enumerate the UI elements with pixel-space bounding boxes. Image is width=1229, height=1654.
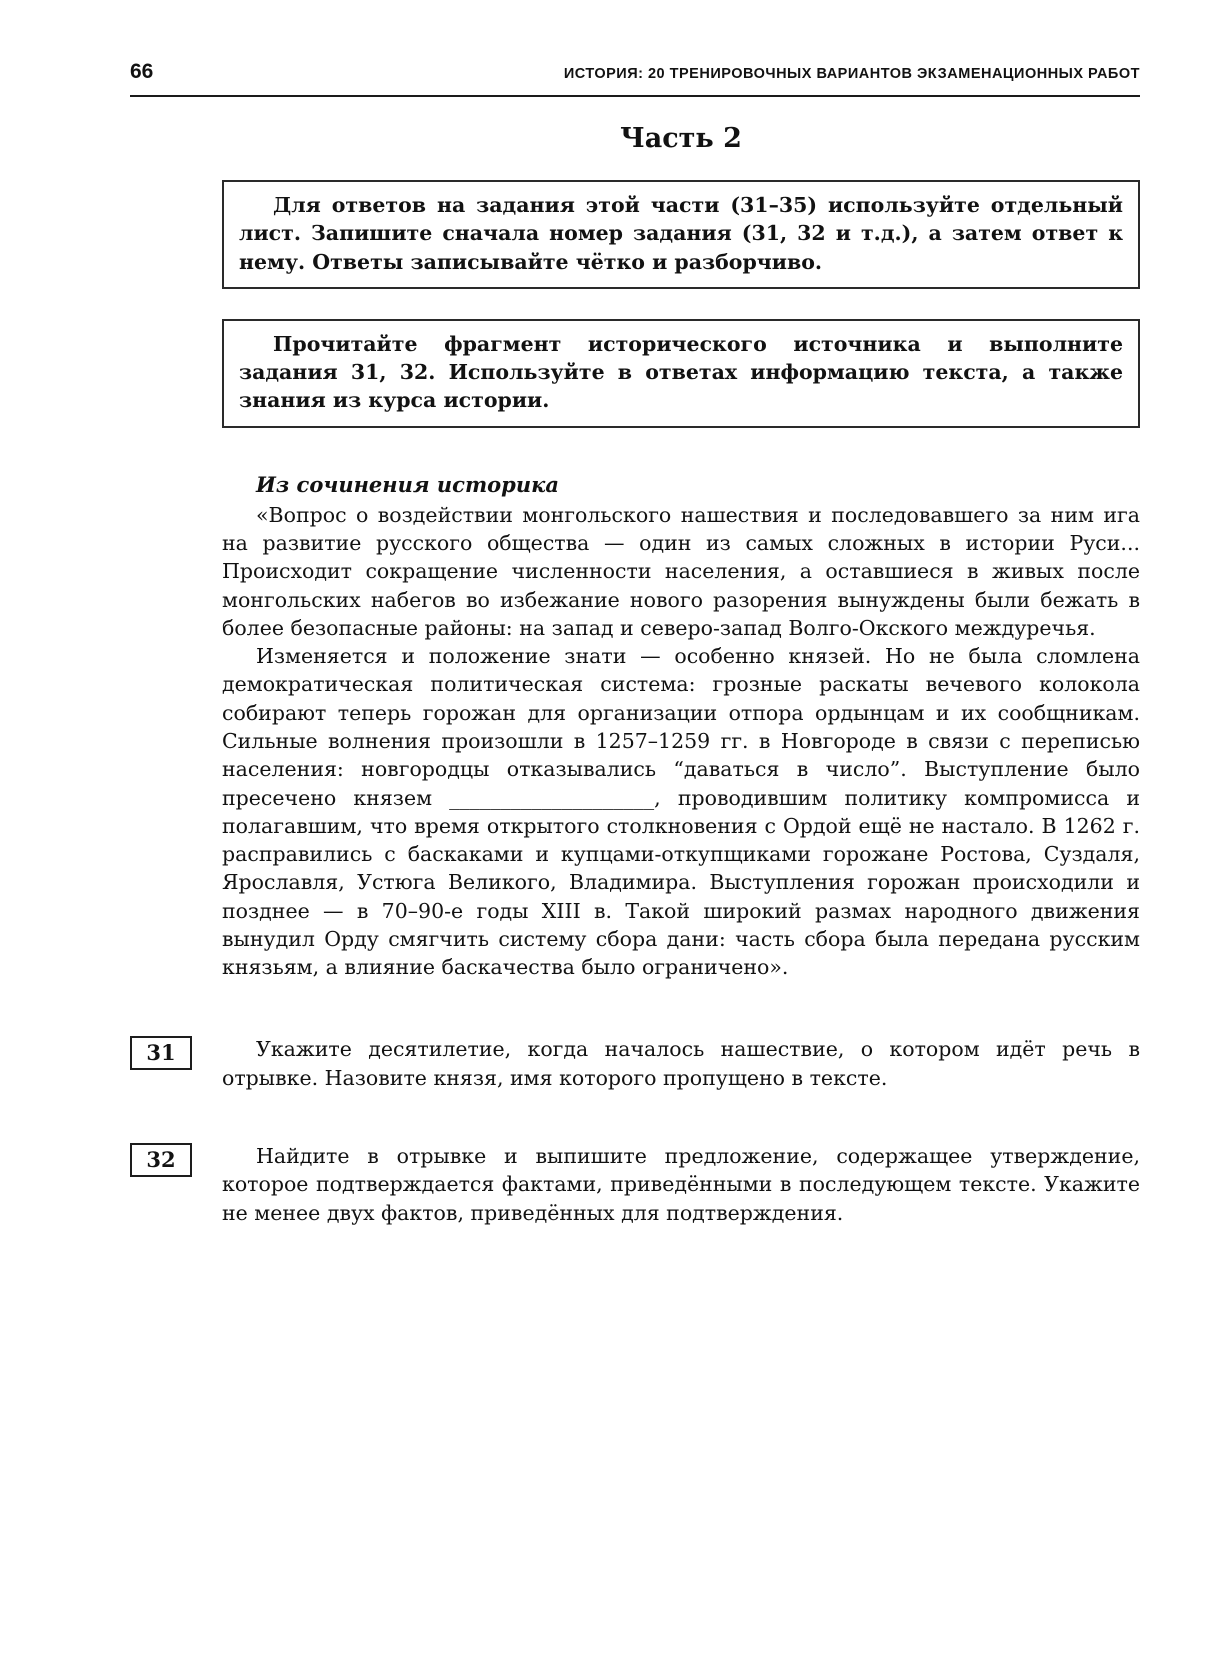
task-32-number-box bbox=[130, 1143, 192, 1177]
main-content bbox=[222, 123, 1140, 981]
source-paragraph-2: Изменяется и положение знати — особенно князей. Но не была сломлена демократическая политическая система: грозные раскаты вечевого колокола собирают теперь горожан для организации отпора ордынцам и их сообщникам. Сильные волнения произошли в 1257–1259 гг. в Новгороде в связи с переписью населения: новгородцы отказывались “даваться в число”. Выступление было пресечено князем ____________________, проводившим политику компромисса и полагавшим, что время открытого столкновения с Ордой ещё не настало. В 1262 г. расправились с баскаками и купцами-откупщиками горожане Ростова, Суздаля, Ярославля, Устюга Великого, Владимира. Выступления горожан происходили и позднее — в 70–90-е годы XIII в. Такой широкий размах народного движения вынудил Орду смягчить систему сбора дани: часть сбора была передана русским князьям, а влияние баскачества было ограничено». bbox=[222, 644, 1140, 980]
section-title: Часть 2 bbox=[620, 123, 742, 154]
reading-instructions-box bbox=[222, 319, 1140, 428]
task-31-number-box bbox=[130, 1036, 192, 1070]
task-32-number: 32 bbox=[146, 1147, 176, 1173]
task-31-number: 31 bbox=[146, 1040, 176, 1066]
task-32-text: Найдите в отрывке и выпишите предложение, содержащее утверждение, которое подтверждается фактами, приведёнными в последующем тексте. Укажите не менее двух фактов, приведённых для подтверждения. bbox=[222, 1144, 1140, 1225]
task-31-text: Укажите десятилетие, когда началось нашествие, о котором идёт речь в отрывке. Назовите князя, имя которого пропущено в тексте. bbox=[222, 1037, 1140, 1090]
task-32 bbox=[130, 1142, 1140, 1227]
header-divider bbox=[130, 95, 1140, 97]
answer-instructions-text: Для ответов на задания этой части (31–35) используйте отдельный лист. Запишите сначала номер задания (31, 32 и т.д.), а затем ответ к нему. Ответы записывайте чётко и разборчиво. bbox=[239, 193, 1123, 274]
source-heading: Из сочинения историка bbox=[256, 471, 559, 497]
answer-instructions-box bbox=[222, 180, 1140, 289]
task-31 bbox=[130, 1035, 1140, 1092]
page-number: 66 bbox=[130, 60, 154, 83]
source-paragraph-1: «Вопрос о воздействии монгольского нашествия и последовавшего за ним ига на развитие русского общества — один из самых сложных в истории Руси... Происходит сокращение численности населения, а оставшиеся в живых после монгольских набегов во избежание нового разорения вынуждены были бежать в более безопасные районы: на запад и северо-запад Волго-Окского междуречья. bbox=[222, 502, 1140, 640]
page-header bbox=[130, 60, 1140, 84]
reading-instructions-text: Прочитайте фрагмент исторического источника и выполните задания 31, 32. Используйте в ответах информацию текста, а также знания из курса истории. bbox=[239, 331, 1123, 413]
running-title: ИСТОРИЯ: 20 ТРЕНИРОВОЧНЫХ ВАРИАНТОВ ЭКЗАМЕНАЦИОННЫХ РАБОТ bbox=[563, 66, 1140, 82]
